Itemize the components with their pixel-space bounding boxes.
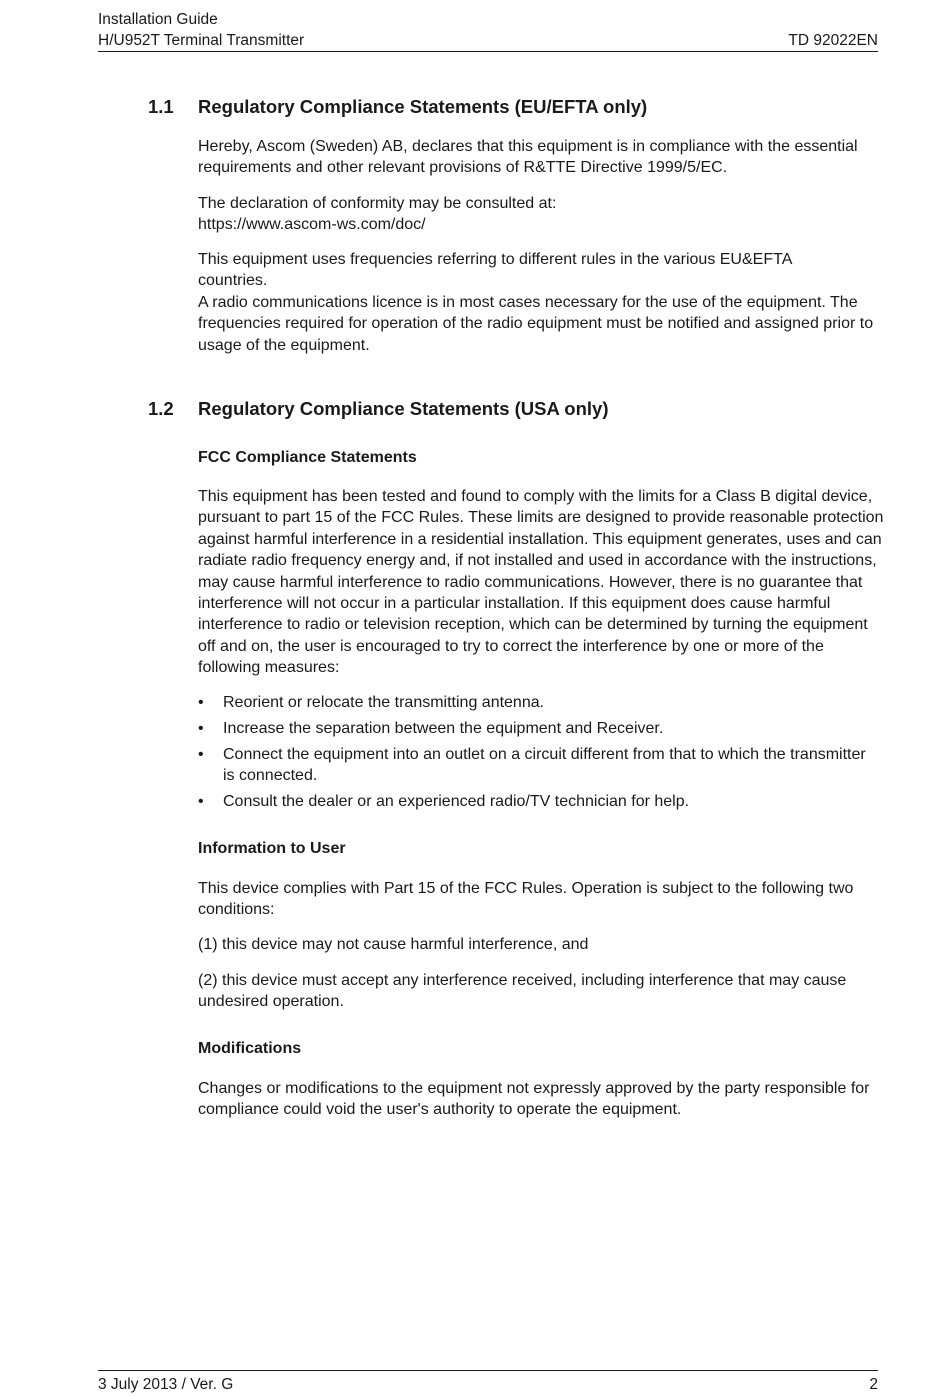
licence-text: A radio communications licence is in most cases necessary for the use of the equipment. The frequencies required for operation of the radio equipment must be notified and assigned prior to usage of the equipment. — [198, 293, 874, 354]
eu-declaration-paragraph: Hereby, Ascom (Sweden) AB, declares that this equipment is in compliance with the essential requirements and other relevant provisions of R&TTE Directive 1999/5/EC. — [198, 138, 858, 177]
page-header — [98, 9, 878, 52]
conformity-paragraph — [198, 193, 888, 236]
condition-2-paragraph: (2) this device must accept any interference received, including interference that may cause undesired operation. — [198, 972, 847, 1011]
section-1-1-number: 1.1 — [148, 96, 174, 117]
modifications-paragraph: Changes or modifications to the equipment not expressly approved by the party responsible for compliance could void the user's authority to operate the equipment. — [198, 1080, 870, 1119]
conformity-url-link[interactable]: https://www.ascom-ws.com/doc/ — [198, 216, 426, 234]
condition-1-paragraph: (1) this device may not cause harmful interference, and — [198, 936, 589, 953]
list-item — [198, 718, 878, 739]
fcc-compliance-paragraph: This equipment has been tested and found to comply with the limits for a Class B digital device, pursuant to part 15 of the FCC Rules. These limits are designed to provide reasonable protection against harmful interference in a residential installation. This equipment generates, uses and can radiate radio frequency energy and, if not installed and used in accordance with the instructions, may cause harmful interference to radio communications. However, there is no guarantee that interference will not occur in a particular installation. If this equipment does cause harmful interference to radio or television reception, which can be determined by turning the equipment off and on, the user is encouraged to try to correct the interference by one or more of the following measures: — [198, 488, 884, 677]
bullet-icon: • — [198, 745, 204, 763]
frequencies-text: This equipment uses frequencies referring to different rules in the various EU&EFTA countries. — [198, 251, 792, 290]
frequencies-paragraph — [198, 249, 874, 356]
footer-date-version: 3 July 2013 / Ver. G — [98, 1376, 234, 1393]
header-guide-title: Installation Guide — [98, 11, 218, 28]
header-document-id: TD 92022EN — [788, 32, 878, 49]
footer-page-number: 2 — [869, 1376, 878, 1393]
section-1-2-number: 1.2 — [148, 398, 174, 419]
list-item-text: Increase the separation between the equipment and Receiver. — [223, 719, 664, 737]
conformity-text: The declaration of conformity may be consulted at: — [198, 195, 557, 212]
bullet-icon: • — [198, 719, 204, 737]
fcc-compliance-heading: FCC Compliance Statements — [198, 449, 417, 466]
list-item — [198, 791, 878, 812]
list-item-text: Connect the equipment into an outlet on a circuit different from that to which the transmitter is connected. — [223, 745, 866, 784]
interference-measures-list — [198, 692, 878, 817]
section-1-1-heading — [148, 95, 647, 119]
modifications-heading: Modifications — [198, 1040, 302, 1057]
information-paragraph: This device complies with Part 15 of the FCC Rules. Operation is subject to the following two conditions: — [198, 880, 854, 919]
list-item — [198, 744, 878, 787]
header-product-name: H/U952T Terminal Transmitter — [98, 32, 305, 49]
header-left — [98, 9, 304, 51]
list-item-text: Reorient or relocate the transmitting antenna. — [223, 694, 545, 711]
page-footer — [98, 1370, 878, 1393]
list-item — [198, 692, 878, 713]
bullet-icon: • — [198, 792, 204, 810]
bullet-icon: • — [198, 694, 204, 711]
section-1-1-title: Regulatory Compliance Statements (EU/EFTA only) — [198, 96, 648, 117]
section-1-2-title: Regulatory Compliance Statements (USA only) — [198, 398, 609, 419]
list-item-text: Consult the dealer or an experienced radio/TV technician for help. — [223, 792, 690, 810]
section-1-2-heading — [148, 397, 609, 421]
information-to-user-heading: Information to User — [198, 840, 346, 857]
